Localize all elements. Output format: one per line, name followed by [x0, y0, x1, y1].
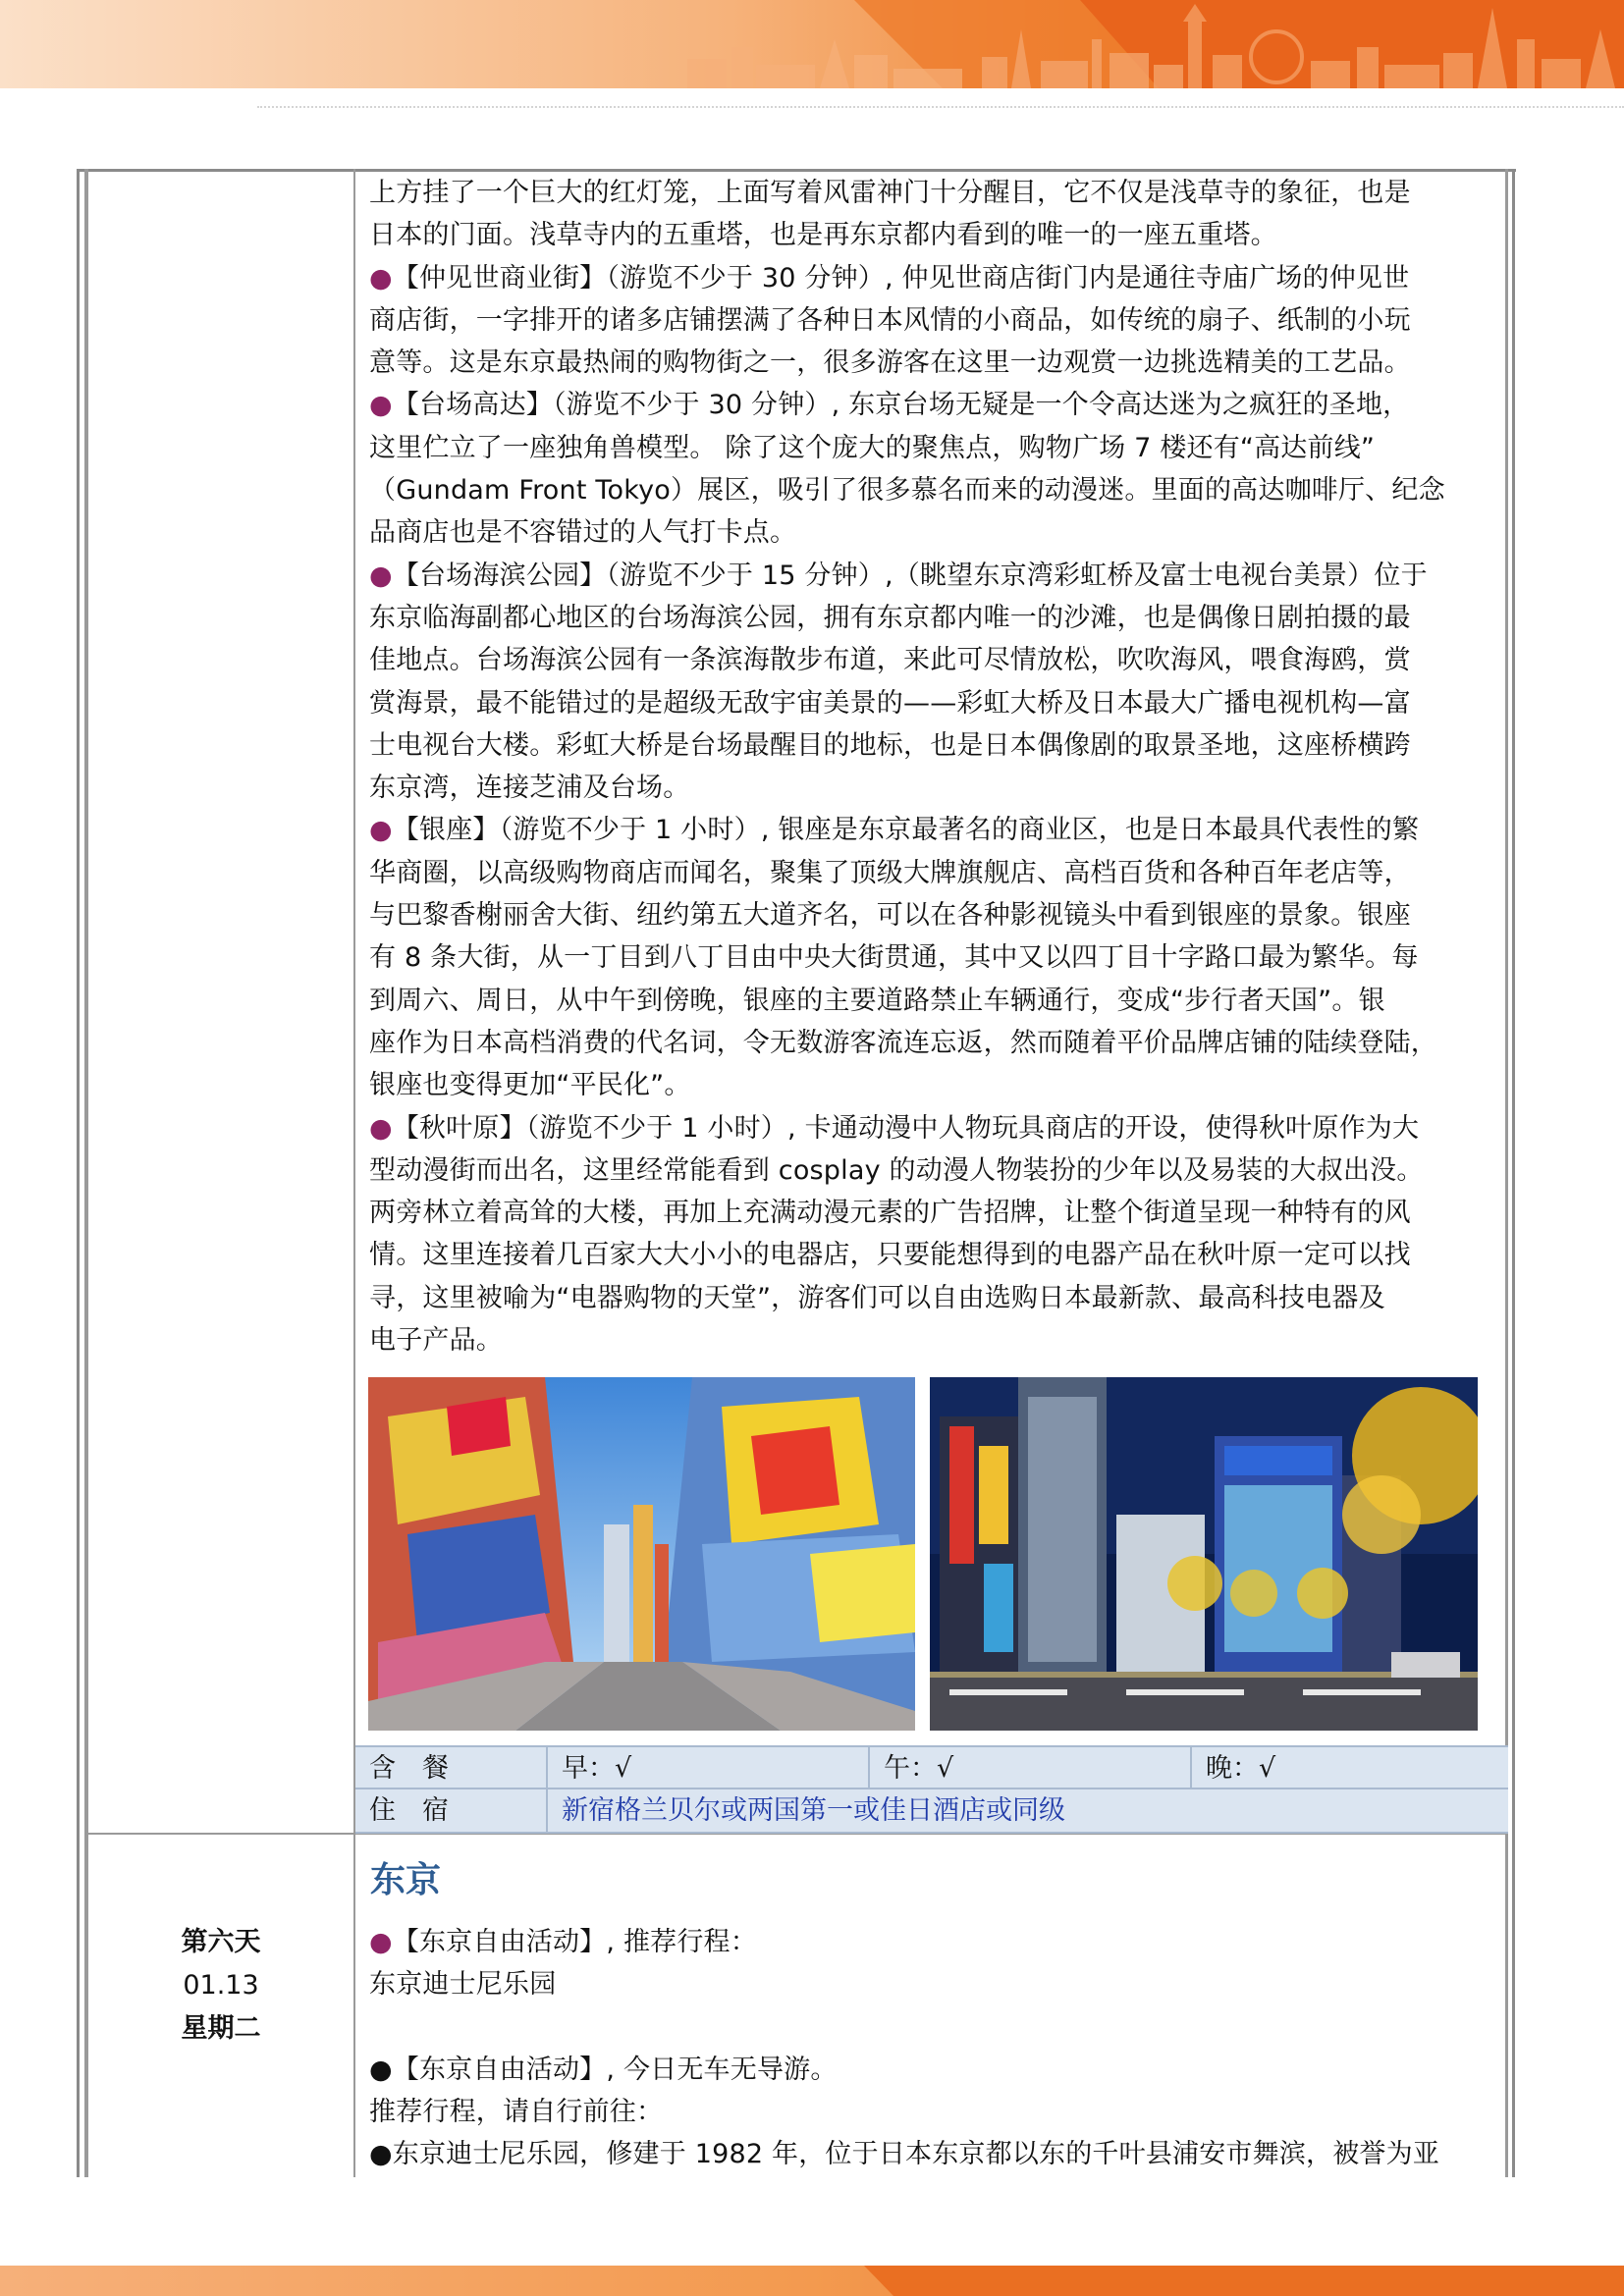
day-weekday: 星期二	[181, 2013, 261, 2044]
section-title: 【台场海滨公园】	[392, 560, 607, 591]
section-nakamise-first-line	[369, 257, 1500, 299]
section-line: 意等。这是东京最热闹的购物街之一，很多游客在这里一边观赏一边挑选精美的工艺品。	[369, 347, 1411, 379]
frame-left-outer-line	[77, 169, 80, 2177]
section-line: 佳地点。台场海滨公园有一条滨海散步布道，来此可尽情放松，吹吹海风，喂食海鸥，赏	[369, 645, 1411, 676]
free-suffix: , 今日无车无导游。	[606, 2054, 838, 2085]
self-travel-line: 推荐行程，请自行前往：	[369, 2097, 664, 2128]
hotel-row	[355, 1789, 1508, 1834]
section-line: 到周六、周日，从中午到傍晚，银座的主要道路禁止车辆通行，变成“步行者天国”。银	[369, 985, 1385, 1016]
activity-title: 【东京自由活动】	[392, 1927, 607, 1957]
bullet-icon: ●	[369, 2054, 393, 2085]
section-title: 【秋叶原】	[392, 1112, 526, 1144]
bullet-icon: ●	[369, 560, 393, 591]
intro-line: 上方挂了一个巨大的红灯笼，上面写着风雷神门十分醒目，它不仅是浅草寺的象征，也是	[369, 178, 1411, 208]
akihabara-day-photo	[368, 1377, 915, 1731]
breakfast-value: 早：√	[548, 1747, 870, 1789]
section-line: 银座也变得更加“平民化”。	[369, 1070, 691, 1101]
hotel-label: 住 宿	[355, 1789, 548, 1832]
meals-hotel-table	[355, 1745, 1508, 1834]
day6-description	[369, 1921, 1500, 2176]
bullet-icon: ●	[369, 815, 393, 846]
akihabara-night-photo	[930, 1377, 1478, 1731]
section-gundam-first-line	[369, 384, 1500, 426]
section-line: 士电视台大楼。彩虹大桥是台场最醒目的地标，也是日本偶像剧的取景圣地，这座桥横跨	[369, 729, 1411, 761]
frame-left-inner-line	[84, 169, 88, 2177]
section-text: （游览不少于 1 小时）, 卡通动漫中人物玩具商店的开设，使得秋叶原作为大	[525, 1112, 1420, 1144]
section-line: 品商店也是不容错过的人气打卡点。	[369, 517, 797, 549]
section-line: 这里伫立了一座独角兽模型。 除了这个庞大的聚焦点，购物广场 7 楼还有“高达前线”	[369, 432, 1376, 463]
section-line: （Gundam Front Tokyo）展区，吸引了很多慕名而来的动漫迷。里面的高达咖啡厅、纪念	[369, 475, 1445, 507]
free-title: 【东京自由活动】	[392, 2054, 607, 2085]
section-title: 【台场高达】	[392, 390, 553, 421]
section-text: （游览不少于 30 分钟）, 东京台场无疑是一个令高达迷为之疯狂的圣地，	[552, 390, 1410, 421]
day-date: 01.13	[183, 1970, 259, 2001]
blank-line	[369, 2006, 1500, 2049]
city-title: 东京	[370, 1860, 442, 1900]
section-line: 电子产品。	[369, 1325, 503, 1357]
section-text: （游览不少于 15 分钟）,（眺望东京湾彩虹桥及富士电视台美景）位于	[606, 560, 1428, 591]
day-number: 第六天	[181, 1927, 261, 1957]
section-ginza-first-line	[369, 809, 1500, 851]
section-line: 寻，这里被喻为“电器购物的天堂”，游客们可以自由选购日本最新款、最高科技电器及	[369, 1282, 1385, 1313]
akihabara-photos	[368, 1377, 1478, 1731]
section-akihabara-first-line	[369, 1107, 1500, 1149]
section-title: 【仲见世商业街】	[392, 262, 607, 294]
frame-right-inner-line	[1505, 169, 1508, 2177]
section-line: 华商圈，以高级购物商店而闻名，聚集了顶级大牌旗舰店、高档百货和各种百年老店等，	[369, 857, 1411, 888]
day5-description	[369, 172, 1500, 1362]
day6-activity-line	[369, 1921, 1500, 1963]
day6-free-line	[369, 2049, 1500, 2091]
section-line: 商店街，一字排开的诸多店铺摆满了各种日本风情的小商品，如传统的扇子、纸制的小玩	[369, 304, 1411, 336]
lunch-value: 午：√	[870, 1747, 1192, 1789]
section-text: （游览不少于 1 小时）, 银座是东京最著名的商业区，也是日本最具代表性的繁	[499, 815, 1420, 846]
section-line: 情。这里连接着几百家大大小小的电器店，只要能想得到的电器产品在秋叶原一定可以找	[369, 1240, 1411, 1271]
activity-suffix: , 推荐行程：	[606, 1927, 757, 1957]
section-line: 型动漫街而出名，这里经常能看到 cosplay 的动漫人物装扮的少年以及易装的大叔出没。	[369, 1154, 1424, 1186]
section-line: 座作为日本高档消费的代名词，令无数游客流连忘返，然而随着平价品牌店铺的陆续登陆，	[369, 1027, 1437, 1058]
section-line: 两旁林立着高耸的大楼，再加上充满动漫元素的广告招牌，让整个街道呈现一种特有的风	[369, 1198, 1411, 1229]
disney-line: ●东京迪士尼乐园，修建于 1982 年，位于日本东京都以东的千叶县浦安市舞滨，被誉为亚	[369, 2139, 1440, 2170]
column-divider	[353, 169, 355, 2177]
header-dotted-rule	[257, 106, 1624, 108]
recommend-line: 东京迪士尼乐园	[369, 1969, 557, 2001]
section-seaside-park-first-line	[369, 555, 1500, 597]
section-line: 东京湾，连接芝浦及台场。	[369, 773, 690, 804]
frame-right-outer-line	[1512, 169, 1515, 2177]
header-banner	[0, 0, 1624, 88]
section-line: 赏海景，最不能错过的是超级无敌宇宙美景的——彩虹大桥及日本最大广播电视机构—富	[369, 687, 1411, 719]
section-line: 有 8 条大街，从一丁目到八丁目由中央大街贯通，其中又以四丁目十字路口最为繁华。每	[369, 942, 1419, 974]
intro-line: 日本的门面。浅草寺内的五重塔，也是再东京都内看到的唯一的一座五重塔。	[369, 220, 1277, 251]
section-text: （游览不少于 30 分钟）, 仲见世商店街门内是通往寺庙广场的仲见世	[606, 262, 1410, 294]
section-title: 【银座】	[392, 815, 500, 846]
section-line: 与巴黎香榭丽舍大街、纽约第五大道齐名，可以在各种影视镜头中看到银座的景象。银座	[369, 900, 1411, 932]
meals-label: 含 餐	[355, 1747, 548, 1789]
hotel-value: 新宿格兰贝尔或两国第一或佳日酒店或同级	[562, 1795, 1065, 1826]
city-skyline-banner	[0, 0, 1624, 88]
bullet-icon: ●	[369, 1927, 393, 1957]
bullet-icon: ●	[369, 390, 393, 421]
bullet-icon: ●	[369, 1112, 393, 1144]
day6-label	[88, 1921, 353, 2051]
footer-stripe	[0, 2266, 1624, 2296]
footer-banner	[0, 2266, 1624, 2296]
section-line: 东京临海副都心地区的台场海滨公园，拥有东京都内唯一的沙滩，也是偶像日剧拍摄的最	[369, 602, 1411, 633]
bullet-icon: ●	[369, 262, 393, 294]
dinner-value: 晚：√	[1206, 1753, 1276, 1784]
meals-row	[355, 1745, 1508, 1789]
